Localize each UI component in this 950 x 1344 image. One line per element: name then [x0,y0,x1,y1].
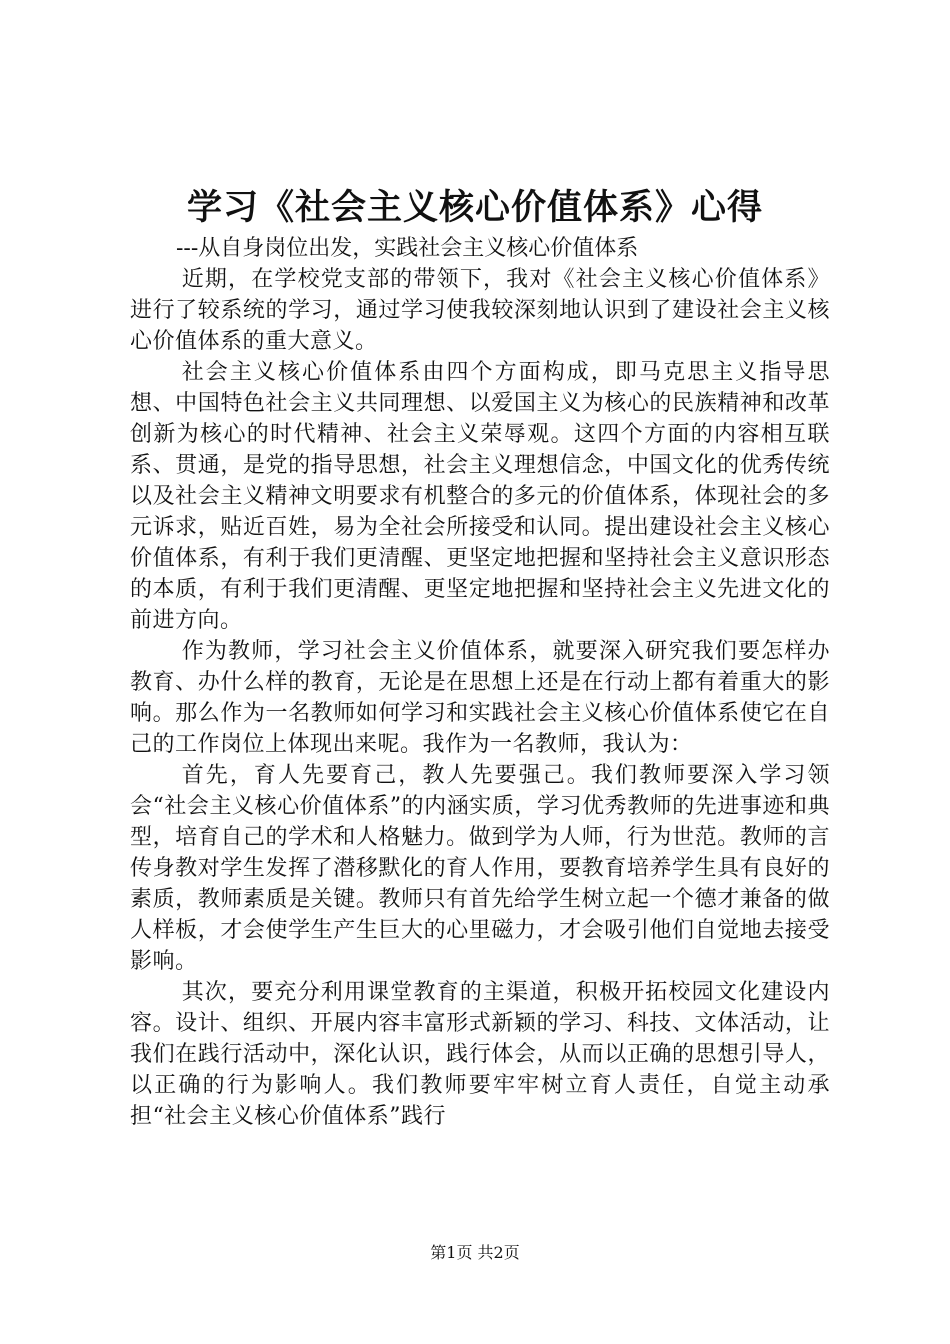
paragraph-4: 首先，育人先要育己，教人先要强己。我们教师要深入学习领会“社会主义核心价值体系”的内涵实质，学习优秀教师的先进事迹和典型，培育自己的学术和人格魅力。做到学为人师，行为世范。教师的言传身教对学生发挥了潜移默化的育人作用，要教育培养学生具有良好的素质，教师素质是关键。教师只有首先给学生树立起一个德才兼备的做人样板，才会使学生产生巨大的心里磁力，才会吸引他们自觉地去接受影响。 [130,763,830,974]
paragraph-2: 社会主义核心价值体系由四个方面构成，即马克思主义指导思想、中国特色社会主义共同理想、以爱国主义为核心的民族精神和改革创新为核心的时代精神、社会主义荣辱观。这四个方面的内容相互联系、贯通，是党的指导思想，社会主义理想信念，中国文化的优秀传统以及社会主义精神文明要求有机整合的多元的价值体系，体现社会的多元诉求，贴近百姓，易为全社会所接受和认同。提出建设社会主义核心价值体系，有利于我们更清醒、更坚定地把握和坚持社会主义意识形态的本质，有利于我们更清醒、更坚定地把握和坚持社会主义先进文化的前进方向。 [130,360,830,633]
page-number-footer: 第1页 共2页 [430,1243,520,1262]
document-body [130,233,830,1132]
paragraph-1: 近期，在学校党支部的带领下，我对《社会主义核心价值体系》进行了较系统的学习，通过学习使我较深刻地认识到了建设社会主义核心价值体系的重大意义。 [130,267,830,354]
document-subtitle: ---从自身岗位出发，实践社会主义核心价值体系 [176,236,639,261]
paragraph-3: 作为教师，学习社会主义价值体系，就要深入研究我们要怎样办教育、办什么样的教育，无论是在思想上还是在行动上都有着重大的影响。那么作为一名教师如何学习和实践社会主义核心价值体系使它在自己的工作岗位上体现出来呢。我作为一名教师，我认为： [130,639,830,757]
document-title: 学习《社会主义核心价值体系》心得 [186,187,763,228]
paragraph-5: 其次，要充分利用课堂教育的主渠道，积极开拓校园文化建设内容。设计、组织、开展内容丰富形式新颖的学习、科技、文体活动，让我们在践行活动中，深化认识，践行体会，从而以正确的思想引导人，以正确的行为影响人。我们教师要牢牢树立育人责任，自觉主动承担“社会主义核心价值体系”践行 [130,980,830,1129]
